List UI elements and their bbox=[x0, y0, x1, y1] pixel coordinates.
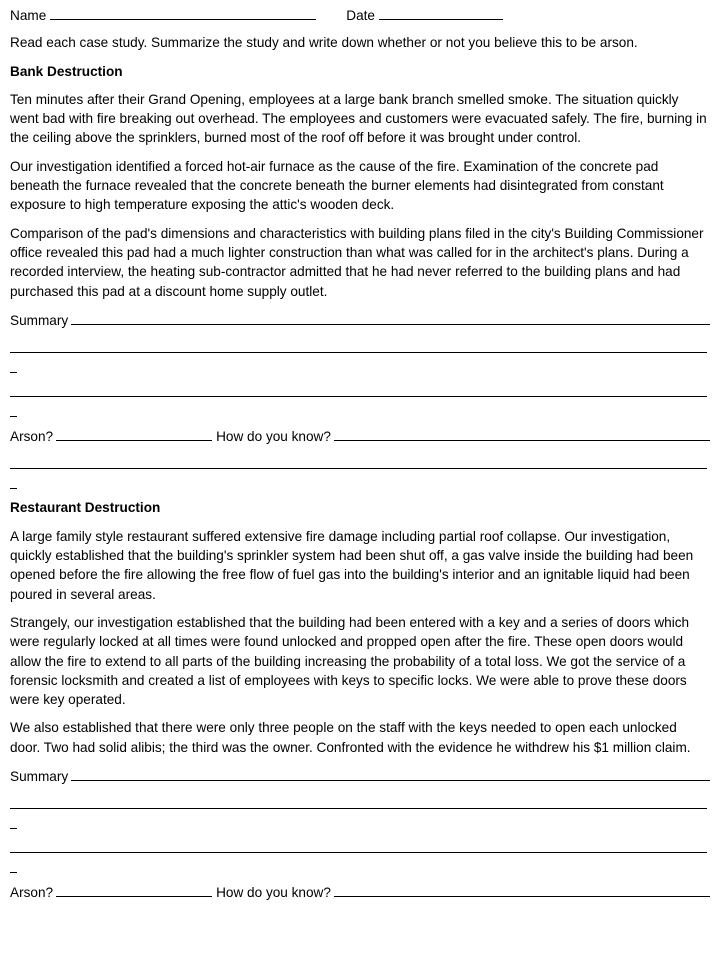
case2-summary-blank[interactable] bbox=[71, 766, 710, 781]
blank-line bbox=[10, 794, 707, 809]
case2-arson-label: Arson? bbox=[10, 885, 54, 901]
case2-how-blank[interactable] bbox=[334, 882, 710, 897]
case1-answer-line[interactable] bbox=[10, 338, 710, 373]
blank-line-tail bbox=[10, 358, 17, 373]
case1-how-blank[interactable] bbox=[334, 426, 710, 441]
blank-line-tail bbox=[10, 814, 17, 829]
case2-summary-label: Summary bbox=[10, 769, 69, 785]
blank-line bbox=[10, 338, 707, 353]
case1-summary-row bbox=[10, 310, 710, 329]
header-row bbox=[10, 5, 710, 24]
worksheet bbox=[10, 5, 710, 911]
case1-answer-line[interactable] bbox=[10, 382, 710, 417]
case2-paragraph: We also established that there were only three people on the staff with the keys needed to open each unlocked door. Two had solid alibis; the third was the owner. Confronted with the evidence he withdrew his $1 million claim. bbox=[10, 720, 691, 755]
date-label: Date bbox=[346, 8, 375, 23]
case1-arson-label: Arson? bbox=[10, 429, 54, 445]
case2-paragraph: Strangely, our investigation established that the building had been entered with a key and a series of doors which were regularly locked at all times were found unlocked and propped open after the fire. These open doors would allow the fire to extend to all parts of the building increasing the probability of a total loss. We got the service of a forensic locksmith and created a list of employees with keys to specific locks. We were able to prove these doors were key operated. bbox=[10, 614, 690, 708]
case1-summary-label: Summary bbox=[10, 312, 69, 328]
case1-arson-row bbox=[10, 426, 710, 445]
date-blank[interactable] bbox=[379, 5, 503, 20]
instructions: Read each case study. Summarize the study and write down whether or not you believe this to be arson. bbox=[10, 35, 638, 51]
blank-line-tail bbox=[10, 858, 17, 873]
blank-line bbox=[10, 382, 707, 397]
blank-line-tail bbox=[10, 474, 17, 489]
name-blank[interactable] bbox=[50, 5, 316, 20]
blank-line-tail bbox=[10, 402, 17, 417]
blank-line bbox=[10, 838, 707, 853]
case2-how-label: How do you know? bbox=[216, 885, 331, 901]
case1-paragraph: Our investigation identified a forced hot-air furnace as the cause of the fire. Examination of the concrete pad beneath the furnace revealed that the concrete beneath the burner elements had disintegrated from constant exposure to high temperature exposing the attic's wooden deck. bbox=[10, 158, 664, 213]
blank-line bbox=[10, 454, 707, 469]
case1-how-label: How do you know? bbox=[216, 429, 331, 445]
case1-answer-line[interactable] bbox=[10, 454, 710, 489]
case1-title: Bank Destruction bbox=[10, 63, 123, 79]
case2-answer-line[interactable] bbox=[10, 794, 710, 829]
case2-title: Restaurant Destruction bbox=[10, 500, 161, 516]
case2-paragraph: A large family style restaurant suffered extensive fire damage including partial roof collapse. Our investigation, quickly established that the building's sprinkler system had been shut off, a gas valve inside the building had been opened before the fire allowing the free flow of fuel gas into the building's interior and an ignitable liquid had been poured in several areas. bbox=[10, 528, 694, 602]
case2-arson-row bbox=[10, 882, 710, 901]
name-label: Name bbox=[10, 8, 47, 23]
case1-paragraph: Ten minutes after their Grand Opening, employees at a large bank branch smelled smoke. The situation quickly went bad with fire breaking out overhead. The employees and customers were evacuated safely. The fire, burning in the ceiling above the sprinklers, burned most of the roof off before it was brought under control. bbox=[10, 91, 707, 146]
case1-summary-blank[interactable] bbox=[71, 310, 710, 325]
case2-answer-line[interactable] bbox=[10, 838, 710, 873]
case1-paragraph: Comparison of the pad's dimensions and characteristics with building plans filed in the city's Building Commissioner office revealed this pad had a much lighter construction than what was called for in the architect's plans. During a recorded interview, the heating sub-contractor admitted that he had never referred to the building plans and had purchased this pad at a discount home supply outlet. bbox=[10, 225, 704, 299]
case2-arson-blank[interactable] bbox=[56, 882, 212, 897]
case1-arson-blank[interactable] bbox=[56, 426, 212, 441]
case2-summary-row bbox=[10, 766, 710, 785]
